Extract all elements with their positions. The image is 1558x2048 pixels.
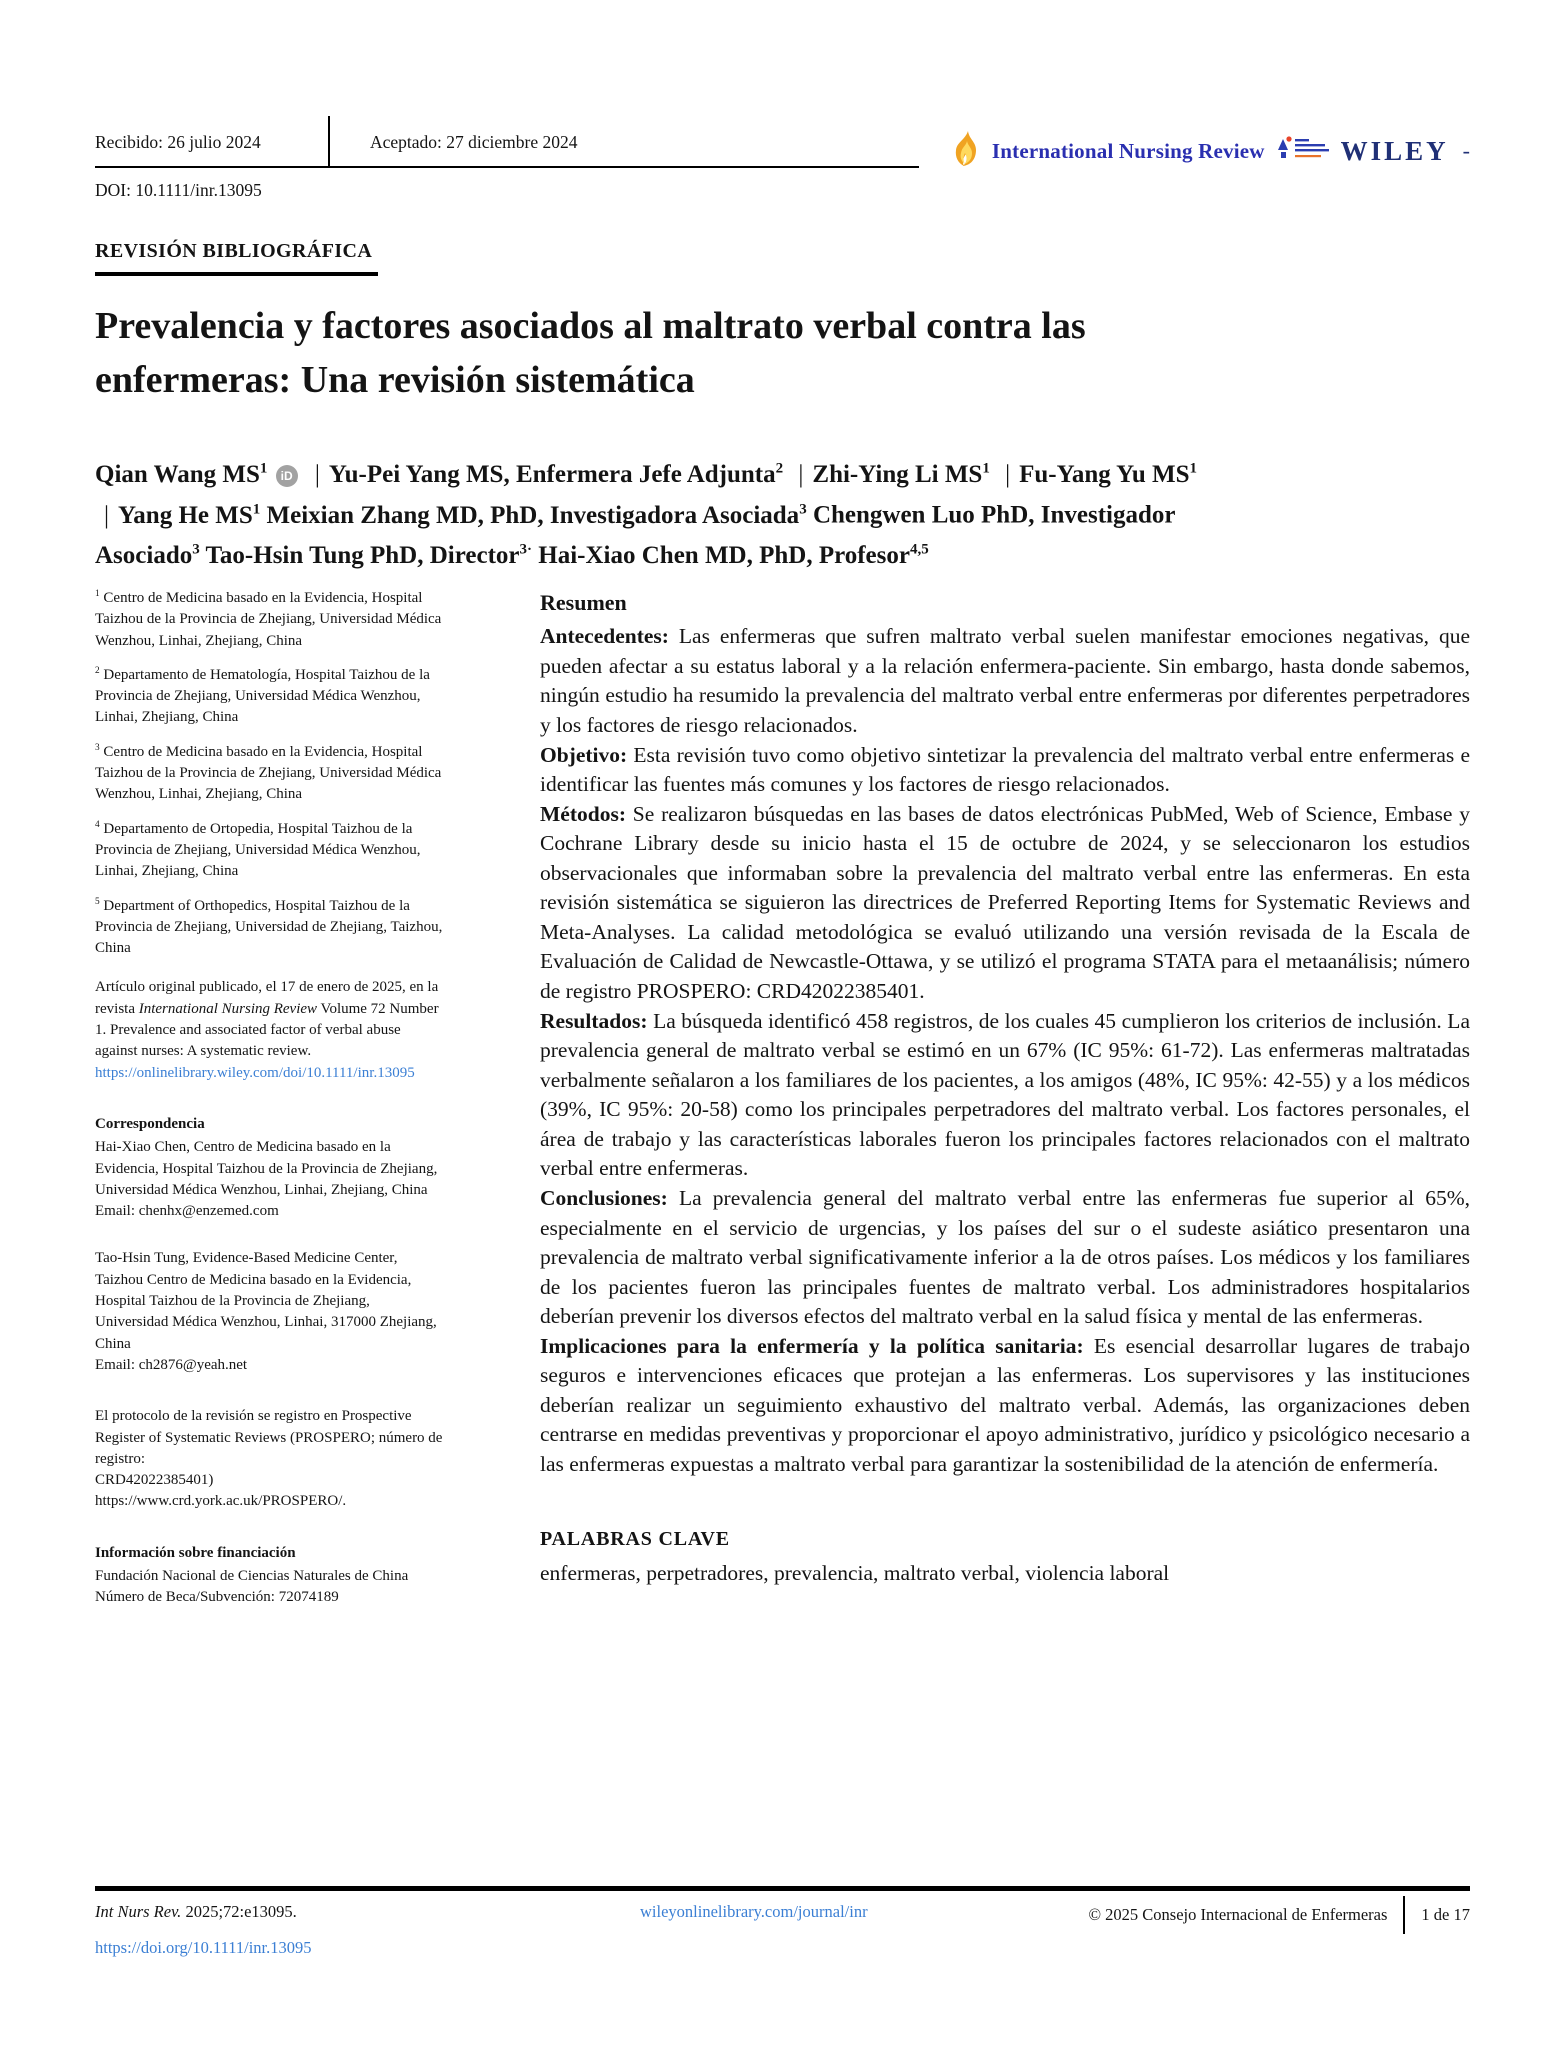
- accepted-date: Aceptado: 27 diciembre 2024: [370, 132, 578, 152]
- left-column: [95, 588, 443, 1609]
- footer-copyright: © 2025 Consejo Internacional de Enfermeras: [1088, 1905, 1388, 1924]
- footer-divider: [1403, 1896, 1405, 1934]
- abstract-column: [540, 588, 1470, 1589]
- footer-citation: [95, 1902, 297, 1922]
- author-name: Meixian Zhang MD, PhD, Investigadora Asociada$^3$: [266, 501, 807, 529]
- article-title: [95, 300, 1475, 408]
- keywords: enfermeras, perpetradores, prevalencia, maltrato verbal, violencia laboral: [540, 1561, 1170, 1586]
- funding-heading: Información sobre financiación: [95, 1544, 296, 1561]
- registration-line: El protocolo de la revisión se registro en Prospective Register of Systematic Reviews (PROSPERO; número de registro:: [95, 1408, 443, 1467]
- abstract-heading: Resumen: [540, 590, 627, 615]
- note-journal-italic: International Nursing Review: [138, 1000, 318, 1017]
- note-text: Artículo original publicado, el 17 de enero de 2025, en la revista: [95, 979, 439, 1017]
- author-name: Qian Wang $MS^1$: [95, 461, 268, 489]
- abstract-paragraph: Conclusiones: La prevalencia general del maltrato verbal entre las enfermeras fue superior al 65%, especialmente en el servicio de urgencias, y los países del sur o el sudeste asiático presentaron una prevalencia de maltrato verbal significativamente inferior a la de otros países. Los médicos y los familiares de los pacientes fueron las principales fuentes de maltrato verbal. Los administradores hospitalarios deberían prevenir los diversos efectos del maltrato verbal en la salud física y mental de las enfermeras.: [540, 1185, 1470, 1329]
- abstract-paragraph: Métodos: Se realizaron búsquedas en las bases de datos electrónicas PubMed, Web of Science, Embase y Cochrane Library desde su inicio hasta el 15 de octubre de 2024, y se seleccionaron los estudios observacionales que informaban sobre la prevalencia del maltrato verbal entre las enfermeras. En esta revisión sistemática se siguieron las directrices de Preferred Reporting Items for Systematic Reviews and Meta-Analyses. La calidad metodológica se evaluó utilizando una versión revisada de la Escala de Evaluación de Calidad de Newcastle-Ottawa, y se utilizó el programa STATA para el metaanálisis; número de registro PROSPERO: CRD42022385401.: [540, 801, 1470, 1003]
- abstract-paragraph: Implicaciones para la enfermería y la política sanitaria: Es esencial desarrollar lugares de trabajo seguros e intervenciones eficaces que protejan a las enfermeras. Los supervisores y las instituciones deberían realizar un seguimiento exhaustivo del maltrato verbal. Además, las organizaciones deben centrarse en medidas preventivas y proporcionar el apoyo administrativo, jurídico y psicológico necesario a las enfermeras expuestas a maltrato verbal para garantizar la sostenibilidad de la atención de enfermería.: [540, 1333, 1470, 1476]
- abstract-paragraphs: [540, 622, 1470, 1479]
- abstract-paragraph: Antecedentes: Las enfermeras que sufren maltrato verbal suelen manifestar emociones negativas, que pueden afectar a su estatus laboral y a la relación enfermera-paciente. Sin embargo, hasta donde sabemos, ningún estudio ha resumido la prevalencia del maltrato verbal entre enfermeras por diferentes perpetradores y los factores de riesgo relacionados.: [540, 624, 1470, 737]
- funding-line: Fundación Nacional de Ciencias Naturales de China: [95, 1567, 409, 1584]
- author-name: Yang He $MS^1$: [118, 501, 261, 529]
- correspondence-entries: [95, 1137, 443, 1376]
- affiliation: $^3$ Centro de Medicina basado en la Evidencia, Hospital Taizhou de la Provincia de Zhejiang, Universidad Médica Wenzhou, Linhai, Zhejiang, China: [95, 742, 442, 803]
- affiliation: $^2$ Departamento de Hematología, Hospital Taizhou de la Provincia de Zhejiang, Universidad Médica Wenzhou, Linhai, Zhejiang, China: [95, 665, 430, 726]
- abstract-paragraph: Objetivo: Esta revisión tuvo como objetivo sintetizar la prevalencia del maltrato verbal entre enfermeras e identificar las fuentes más comunes y los factores de riesgo relacionados.: [540, 742, 1470, 797]
- author-name: Yu-Pei Yang MS, Enfermera Jefe Adjunta$^2$: [328, 461, 784, 489]
- footer-right: [1089, 1896, 1470, 1934]
- dates-block: [95, 116, 919, 168]
- funding-line: Número de Beca/Subvención: 72074189: [95, 1589, 339, 1606]
- original-article-note: [95, 977, 443, 1083]
- received-date: Recibido: 26 julio 2024: [95, 132, 261, 152]
- registration-block: [95, 1406, 443, 1512]
- article-link[interactable]: https://onlinelibrary.wiley.com/doi/10.1111/inr.13095: [95, 1064, 415, 1081]
- correspondence-entry: Tao-Hsin Tung, Evidence-Based Medicine Center, Taizhou Centro de Medicina basado en la Evidencia, Hospital Taizhou de la Provincia de Zhejiang, Universidad Médica Wenzhou, Linhai, 317000 Zhejiang, China Email: ch2876@yeah.net: [95, 1250, 437, 1373]
- author-name: Zhi-Ying Li $MS^1$: [812, 461, 990, 489]
- abstract-paragraph: Resultados: La búsqueda identificó 458 registros, de los cuales 45 cumplieron los criterios de inclusión. La prevalencia general de maltrato verbal se estimó en un 67% (IC 95%: 61-72). Las enfermeras maltratadas verbalmente señalaron a los familiares de los pacientes, a los amigos (48%, IC 95%: 42-55) y a los médicos (39%, IC 95%: 20-58) como los principales perpetradores del maltrato verbal. Los factores personales, el área de trabajo y las características laborales fueron los principales factores relacionados con el maltrato verbal entre enfermeras.: [540, 1008, 1470, 1181]
- author-line: [95, 492, 1495, 532]
- flame-icon: [954, 131, 980, 172]
- author-separator: |: [798, 461, 804, 489]
- footer-citation-rest: 2025;72:e13095.: [181, 1902, 297, 1921]
- orcid-icon[interactable]: iD: [276, 465, 298, 487]
- wiley-logo: WILEY: [1340, 135, 1449, 166]
- journal-title: International Nursing Review: [991, 138, 1265, 163]
- affiliation: $^5$ Department of Orthopedics, Hospital Taizhou de la Provincia de Zhejiang, Universidad de Zhejiang, Taizhou, China: [95, 896, 443, 957]
- note-text-post: Volume 72 Number 1. Prevalence and associated factor of verbal abuse against nurses: A systematic review.: [95, 1000, 439, 1060]
- author-separator: |: [104, 501, 110, 529]
- author-lines: [95, 452, 1495, 573]
- author-name: Hai-Xiao Chen MD, PhD, Profesor$^{4,5}$: [538, 541, 929, 569]
- footer-journal-link[interactable]: wileyonlinelibrary.com/journal/inr: [640, 1902, 868, 1921]
- author-separator: |: [1005, 461, 1011, 489]
- body-columns: [95, 588, 1470, 1609]
- journal-logo-row: [954, 128, 1470, 174]
- title-line-2: enfermeras: Una revisión sistemática: [95, 358, 695, 401]
- funding-lines: [95, 1566, 443, 1609]
- keywords-heading: PALABRAS CLAVE: [540, 1527, 730, 1550]
- author-line: [95, 452, 1495, 492]
- footer-rule: [95, 1886, 1470, 1891]
- affiliation: $^1$ Centro de Medicina basado en la Evidencia, Hospital Taizhou de la Provincia de Zhejiang, Universidad Médica Wenzhou, Linhai, Zhejiang, China: [95, 589, 442, 649]
- author-line: [95, 533, 1495, 573]
- footer-citation-journal: Int Nurs Rev.: [95, 1902, 182, 1921]
- correspondence-entry: Hai-Xiao Chen, Centro de Medicina basado en la Evidencia, Hospital Taizhou de la Provincia de Zhejiang, Universidad Médica Wenzhou, Linhai, Zhejiang, China Email: chenhx@enzemed.com: [95, 1139, 438, 1220]
- author-name: Asociado$^3$: [95, 541, 200, 569]
- doi-line: DOI: 10.1111/inr.13095: [95, 180, 262, 200]
- registration-line: CRD42022385401): [95, 1472, 214, 1489]
- icn-logo: [1277, 133, 1329, 170]
- footer-doi-link[interactable]: https://doi.org/10.1111/inr.13095: [95, 1938, 312, 1957]
- author-name: Chengwen Luo PhD, Investigador: [812, 501, 1176, 529]
- header-rule: [95, 166, 919, 168]
- page-number: 1 de 17: [1421, 1905, 1470, 1924]
- wiley-dash: -: [1462, 138, 1470, 163]
- author-separator: |: [314, 461, 320, 489]
- title-line-1: Prevalencia y factores asociados al maltrato verbal contra las: [95, 305, 1086, 347]
- affiliations: [95, 588, 443, 959]
- author-name: Fu-Yang Yu $MS^1$: [1019, 461, 1198, 489]
- correspondence-heading: Correspondencia: [95, 1115, 205, 1132]
- author-name: Tao-Hsin Tung PhD, Director$^{3\cdot}$: [205, 541, 533, 569]
- section-label: REVISIÓN BIBLIOGRÁFICA: [95, 240, 378, 276]
- registration-line: https://www.crd.york.ac.uk/PROSPERO/.: [95, 1493, 347, 1510]
- affiliation: $^4$ Departamento de Ortopedia, Hospital Taizhou de la Provincia de Zhejiang, Universidad Médica Wenzhou, Linhai, Zhejiang, China: [95, 819, 421, 880]
